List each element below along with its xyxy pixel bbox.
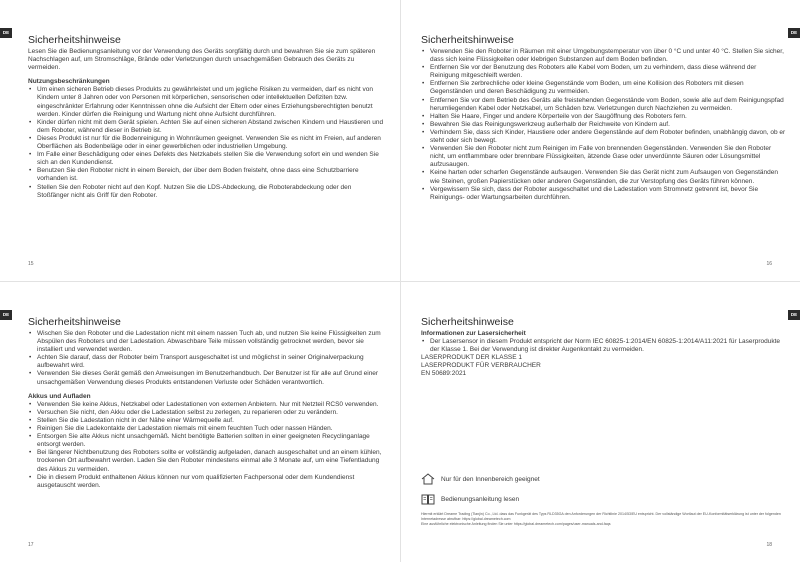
list-item: • Versuchen Sie nicht, den Akku oder die Ladestation selbst zu zerlegen, zu reparieren oder zu verändern. <box>37 409 384 417</box>
page-content <box>421 330 787 379</box>
manual-page-16 <box>400 0 800 281</box>
language-badge: DE <box>0 28 12 38</box>
list-item: • Bei längerer Nichtbenutzung des Roboters sollte er vollständig aufgeladen, danach ausgeschaltet und an einem kühlen, trockenen Ort aufbewahrt werden. Laden Sie den Roboter mindestens einmal alle 3 Monate auf, um eine Tiefentladung des Akkus zu vermeiden. <box>37 449 384 473</box>
list-item: • Entsorgen Sie alte Akkus nicht unsachgemäß. Nicht benötigte Batterien sollten in einer geeigneten Recyclinganlage entsorgt werden. <box>37 433 384 449</box>
bullet-list <box>28 401 384 490</box>
open-book-icon <box>421 493 435 505</box>
list-item: • Entfernen Sie vor der Benutzung des Roboters alle Kabel vom Boden, um zu verhindern, dass diese während der Reinigung mitgeschleift werden. <box>430 64 787 80</box>
list-item: • Verwenden Sie den Roboter in Räumen mit einer Umgebungstemperatur von über 0 °C und unter 40 °C. Stellen Sie sicher, dass sich keine Flüssigkeiten oder klebrigen Substanzen auf dem Boden befinden. <box>430 48 787 64</box>
list-item: • Verwenden Sie keine Akkus, Netzkabel oder Ladestationen von externen Anbietern. Nur mit Netzteil RCS0 verwenden. <box>37 401 384 409</box>
page-title: Sicherheitshinweise <box>28 34 121 47</box>
list-item: • Stellen Sie die Ladestation nicht in der Nähe einer Wärmequelle auf. <box>37 417 384 425</box>
list-item: • Benutzen Sie den Roboter nicht in einem Bereich, der über dem Boden freisteht, ohne dass eine Schutzbarriere vorhanden ist. <box>37 167 384 183</box>
page-number: 18 <box>766 542 772 548</box>
conformity-declaration: Hiermit erklärt Dreame Trading (Tianjin) Co., Ltd. dass das Funkgerät des Typs RLD35GA den Anforderungen der Richtlinie 2014/53/EU entspricht. Der vollständige Wortlaut der EU-Konformitätserklärung ist unter der folgenden Internetadresse abrufbar: https://global.dreametech.com <box>421 512 781 521</box>
manual-page-17 <box>0 281 400 562</box>
page-title: Sicherheitshinweise <box>28 316 121 329</box>
page-title: Sicherheitshinweise <box>421 316 514 329</box>
laser-class-line: LASERPRODUKT DER KLASSE 1 <box>421 354 523 362</box>
manual-link-note: Eine ausführliche elektronische Anleitung finden Sie unter https://global.dreametech.com/pages/user-manuals-and-faqs <box>421 522 611 526</box>
manual-page-15 <box>0 0 400 281</box>
list-item: • Verwenden Sie den Roboter nicht zum Reinigen im Falle von brennenden Gegenständen. Verwenden Sie den Roboter nicht, um entflammbare oder brennbare Flüssigkeiten, ätzende Gase oder unverdünnte Säuren oder Lösungsmittel aufzusaugen. <box>430 145 787 169</box>
list-item: • Entfernen Sie vor dem Betrieb des Geräts alle freistehenden Gegenstände vom Boden, sowie alle auf dem Reinigungspfad herumliegenden Kabel oder Netzkabel, um Schäden bzw. Verletzungen durch Nachziehen zu vermeiden. <box>430 97 787 113</box>
list-item: • Um einen sicheren Betrieb dieses Produkts zu gewährleistet und um jegliche Risiken zu vermeiden, darf es nicht von Kindern unter 8 Jahren oder von Personen mit körperlichen, sensorischen oder intellektuellen Defiziten bzw. eingeschränkter Erfahrung oder Kenntnissen ohne die Aufsicht der Eltern oder eines Erziehungsberechtigten benutzt werden. Kinder dürfen die Reinigung und Wartung nicht ohne Aufsicht durchführen. <box>37 86 384 118</box>
page-number: 16 <box>766 261 772 267</box>
page-number: 17 <box>28 542 34 548</box>
list-item: • Halten Sie Haare, Finger und andere Körperteile von der Saugöffnung des Roboters fern. <box>430 113 787 121</box>
page-number: 15 <box>28 261 34 267</box>
list-item: • Verhindern Sie, dass sich Kinder, Haustiere oder andere Gegenstände auf dem Roboter befinden, unabhängig davon, ob er steht oder sich bewegt. <box>430 129 787 145</box>
language-badge: DE <box>0 310 12 320</box>
indoor-use-label: Nur für den Innenbereich geeignet <box>441 475 540 483</box>
legal-notice <box>421 512 787 527</box>
section-heading: Nutzungsbeschränkungen <box>28 78 110 86</box>
page-content <box>28 330 384 490</box>
list-item: • Wischen Sie den Roboter und die Ladestation nicht mit einem nassen Tuch ab, und nutzen Sie keine Flüssigkeiten zum Abspülen des Roboters und der Ladestation. Abwaschbare Teile müssen vollständig getrocknet werden, bevor sie installiert und verwendet werden. <box>37 330 384 354</box>
page-content <box>28 48 384 200</box>
list-item: • Verwenden Sie dieses Gerät gemäß den Anweisungen im Benutzerhandbuch. Der Benutzer ist für alle auf Grund einer unsachgemäßen Verwendung dieses Produkts entstandenen Verluste oder Schäden verantwortlich. <box>37 370 384 386</box>
list-item: • Bewahren Sie das Reinigungswerkzeug außerhalb der Reichweite von Kindern auf. <box>430 121 787 129</box>
list-item: • Entfernen Sie zerbrechliche oder kleine Gegenstände vom Boden, um eine Kollision des Roboters mit diesen Gegenständen und deren Beschädigung zu vermeiden. <box>430 80 787 96</box>
list-item: • Stellen Sie den Roboter nicht auf den Kopf. Nutzen Sie die LDS-Abdeckung, die Roboterabdeckung oder den Stoßfänger nicht als Griff für den Roboter. <box>37 184 384 200</box>
list-item: • Vergewissern Sie sich, dass der Roboter ausgeschaltet und die Ladestation vom Stromnetz getrennt ist, bevor Sie Reinigungs- oder Wartungsarbeiten durchführen. <box>430 186 787 202</box>
bullet-list <box>28 330 384 387</box>
page-title: Sicherheitshinweise <box>421 34 514 47</box>
list-item: • Reinigen Sie die Ladekontakte der Ladestation niemals mit einem feuchten Tuch oder nassen Händen. <box>37 425 384 433</box>
language-badge: DE <box>788 28 800 38</box>
list-item: • Kinder dürfen nicht mit dem Gerät spielen. Achten Sie auf einen sicheren Abstand zwischen Kindern und Haustieren und dem Roboter, während dieser in Betrieb ist. <box>37 119 384 135</box>
list-item: • Im Falle einer Beschädigung oder eines Defekts des Netzkabels stellen Sie die Verwendung sofort ein und wenden Sie sich an den Kundendienst. <box>37 151 384 167</box>
laser-class-line: LASERPRODUKT FÜR VERBRAUCHER <box>421 362 541 370</box>
page-content <box>421 48 787 202</box>
list-item: • Keine harten oder scharfen Gegenstände aufsaugen. Verwenden Sie das Gerät nicht zum Aufsaugen von Gegenständen wie Steinen, großen Papierstücken oder anderen Gegenständen, die zur Verstopfung des Geräts führen können. <box>430 169 787 185</box>
list-item: • Die in diesem Produkt enthaltenen Akkus können nur vom qualifizierten Fachpersonal oder dem Kundendienst ausgetauscht werden. <box>37 474 384 490</box>
laser-class-line: EN 50689:2021 <box>421 370 467 378</box>
list-item: • Der Lasersensor in diesem Produkt entspricht der Norm IEC 60825-1:2014/EN 60825-1:2014/A11:2021 für Laserprodukte der Klasse 1. Bei der Verwendung ist direkter Augenkontakt zu vermeiden. <box>430 338 787 354</box>
indoor-use-row <box>421 473 540 485</box>
read-manual-row <box>421 493 519 505</box>
language-badge: DE <box>788 310 800 320</box>
section-heading: Informationen zur Lasersicherheit <box>421 330 526 337</box>
list-item: • Achten Sie darauf, dass der Roboter beim Transport ausgeschaltet ist und möglichst in seiner Originalverpackung aufbewahrt wird. <box>37 354 384 370</box>
manual-page-18 <box>400 281 800 562</box>
intro-paragraph: Lesen Sie die Bedienungsanleitung vor der Verwendung des Geräts sorgfältig durch und bewahren Sie sie zum späteren Nachschlagen auf, um Stromschläge, Brände oder Verletzungen durch unsachgemäßen Gebrauch des Geräts zu vermeiden. <box>28 48 376 72</box>
section-heading: Akkus und Aufladen <box>28 392 91 400</box>
bullet-list <box>421 338 787 354</box>
bullet-list <box>28 86 384 199</box>
list-item: • Dieses Produkt ist nur für die Bodenreinigung in Wohnräumen geeignet. Verwenden Sie es nicht im Freien, auf anderen Oberflächen als Bodenbeläge oder in einer gewerblichen oder industriellen Umgebung. <box>37 135 384 151</box>
bullet-list <box>421 48 787 202</box>
house-icon <box>421 473 435 485</box>
read-manual-label: Bedienungsanleitung lesen <box>441 495 520 503</box>
